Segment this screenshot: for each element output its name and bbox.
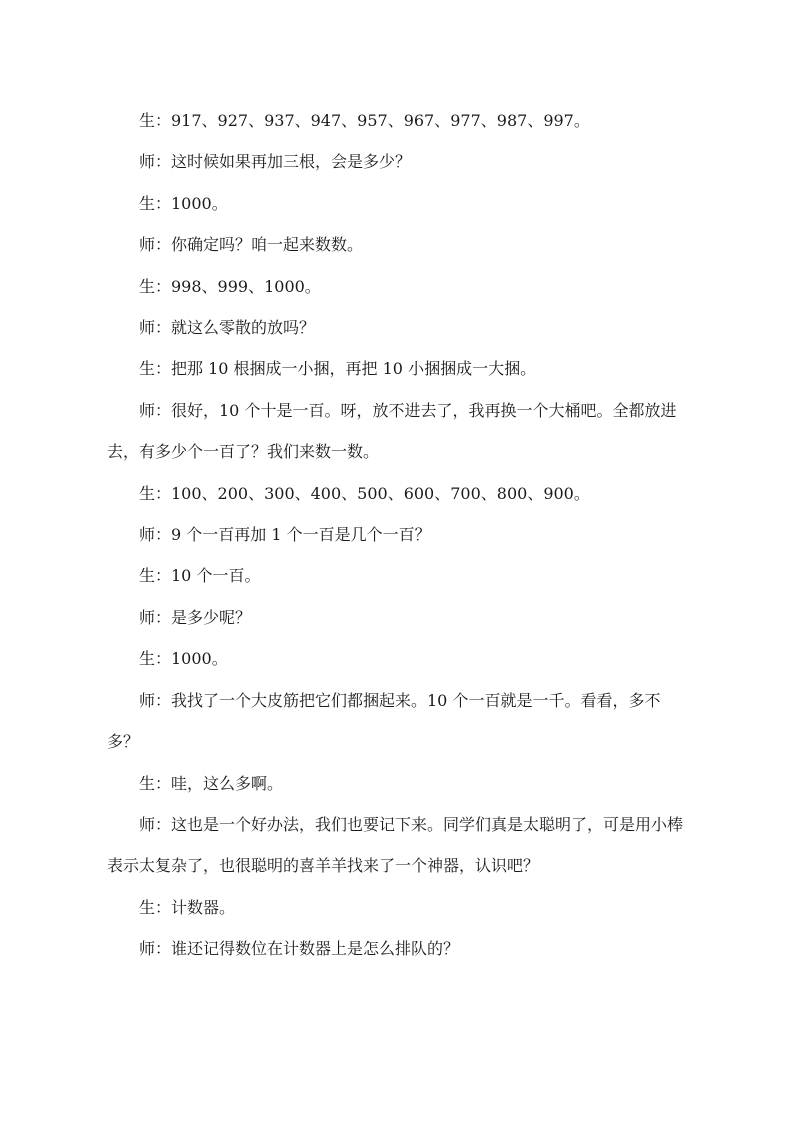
paragraph: 师：你确定吗？咱一起来数数。: [139, 235, 364, 255]
paragraph: 生：998、999、1000。: [139, 276, 321, 296]
paragraph: 师：我找了一个大皮筋把它们都捆起来。10 个一百就是一千。看看，多不多？: [107, 690, 661, 752]
paragraph: 师：这时候如果再加三根，会是多少？: [139, 152, 412, 172]
paragraph: 师：9 个一百再加 1 个一百是几个一百？: [139, 525, 431, 545]
paragraph: 生：1000。: [139, 193, 228, 213]
paragraph: 师：很好，10 个十是一百。呀，放不进去了，我再换一个大桶吧。全都放进去，有多少个一百了？我们来数一数。: [107, 400, 677, 462]
paragraph: 生：100、200、300、400、500、600、700、800、900。: [139, 483, 590, 503]
paragraph: 师：这也是一个好办法，我们也要记下来。同学们真是太聪明了，可是用小棒表示太复杂了，也很聪明的喜羊羊找来了一个神器，认识吧？: [107, 814, 684, 876]
paragraph: 师：就这么零散的放吗？: [139, 318, 316, 338]
paragraph: 生：917、927、937、947、957、967、977、987、997。: [139, 111, 590, 130]
paragraph: 生：哇，这么多啊。: [139, 773, 284, 793]
paragraph: 生：1000。: [139, 649, 228, 669]
paragraph: 生：计数器。: [139, 897, 236, 917]
paragraph: 生：10 个一百。: [139, 566, 261, 586]
paragraph: 生：把那 10 根捆成一小捆，再把 10 小捆捆成一大捆。: [139, 359, 537, 379]
paragraph: 师：是多少呢？: [139, 607, 252, 627]
paragraph: 师：谁还记得数位在计数器上是怎么排队的？: [139, 939, 460, 959]
document-body: [107, 100, 687, 970]
